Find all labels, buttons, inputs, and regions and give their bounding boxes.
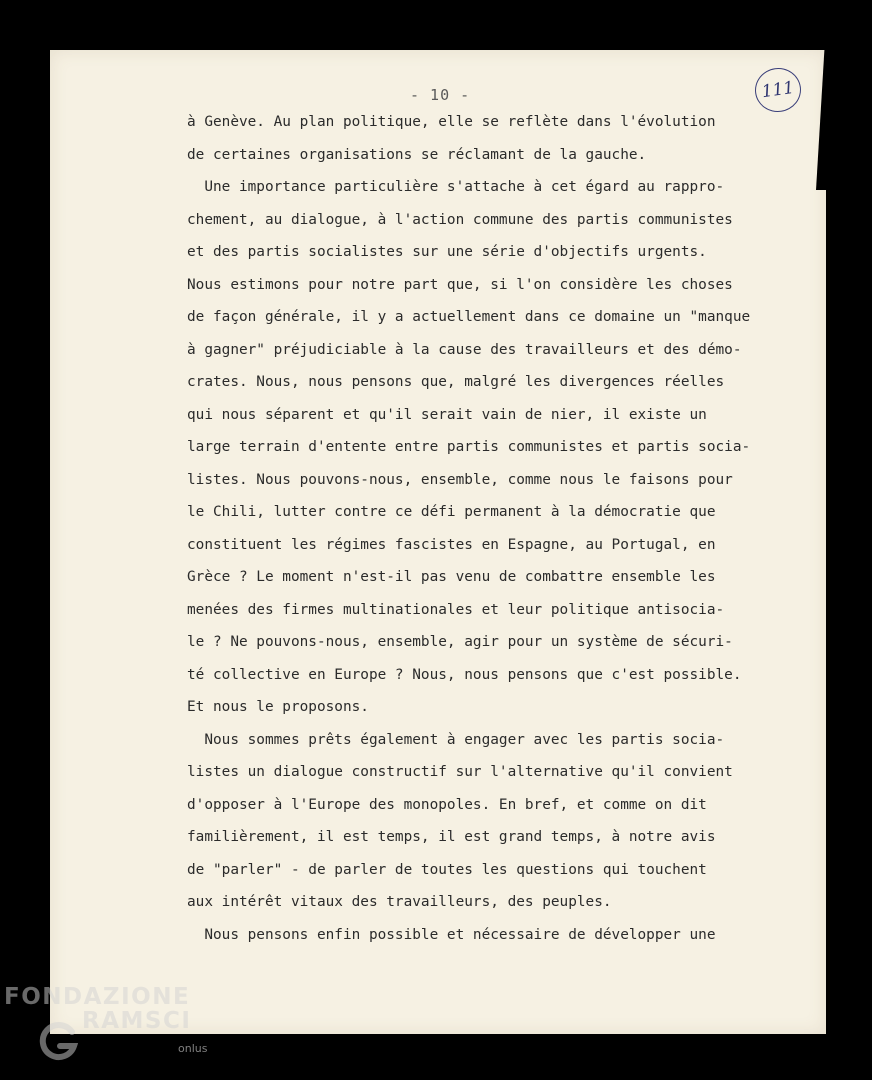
text-line: à Genève. Au plan politique, elle se reflète dans l'évolution [187,114,716,130]
paper-edge-shadow [816,50,830,190]
watermark-line-2: RAMSCI [82,1008,192,1034]
text-line: de certaines organisations se réclamant de la gauche. [187,146,647,163]
text-line: le Chili, lutter contre ce défi permanent à la démocratie que [187,504,716,520]
text-line: Et nous le proposons. [187,699,369,715]
text-line: té collective en Europe ? Nous, nous pensons que c'est possible. [187,666,742,683]
text-line: de "parler" - de parler de toutes les questions qui touchent [187,861,707,878]
text-line: d'opposer à l'Europe des monopoles. En bref, et comme on dit [187,796,707,813]
text-line: Une importance particulière s'attache à cet égard au rappro- [187,179,725,195]
text-line: chement, au dialogue, à l'action commune des partis communistes [187,211,733,228]
foundation-watermark [4,984,224,1074]
archive-number: 111 [760,77,796,103]
page-number: - 10 - [410,86,471,104]
text-line: à gagner" préjudiciable à la cause des travailleurs et des démo- [187,341,742,358]
text-line: aux intérêt vitaux des travailleurs, des peuples. [187,894,612,910]
text-line: qui nous séparent et qu'il serait vain de nier, il existe un [187,406,707,423]
text-line: Nous estimons pour notre part que, si l'on considère les choses [187,276,733,293]
gramsci-g-logo-icon [38,1022,78,1062]
text-line: le ? Ne pouvons-nous, ensemble, agir pour un système de sécuri- [187,634,733,650]
text-line: crates. Nous, nous pensons que, malgré les divergences réelles [187,374,725,390]
text-line: large terrain d'entente entre partis communistes et partis socia- [187,439,751,455]
text-line: familièrement, il est temps, il est grand temps, à notre avis [187,829,716,845]
watermark-suffix: onlus [178,1042,208,1055]
body-text [187,106,787,951]
text-line: de façon générale, il y a actuellement dans ce domaine un "manque [187,309,751,325]
text-line: menées des firmes multinationales et leur politique antisocia- [187,601,725,618]
text-line: Nous sommes prêts également à engager avec les partis socia- [187,731,725,748]
text-line: et des partis socialistes sur une série d'objectifs urgents. [187,244,707,260]
text-line: constituent les régimes fascistes en Espagne, au Portugal, en [187,536,716,553]
text-line: Nous pensons enfin possible et nécessaire de développer une [187,926,716,943]
text-line: listes un dialogue constructif sur l'alternative qu'il convient [187,764,733,780]
watermark-line-1: FONDAZIONE [4,984,191,1010]
text-line: Grèce ? Le moment n'est-il pas venu de combattre ensemble les [187,569,716,585]
typewritten-page [50,50,826,1034]
text-line: listes. Nous pouvons-nous, ensemble, comme nous le faisons pour [187,471,733,488]
